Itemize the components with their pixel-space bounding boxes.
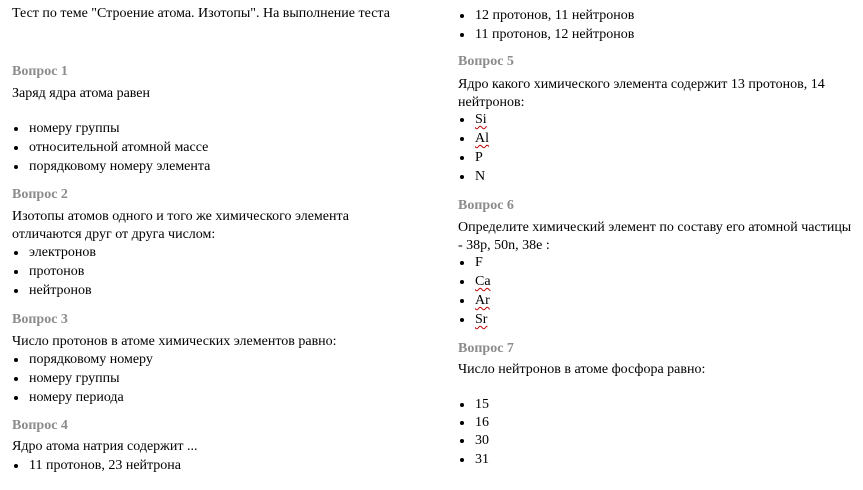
question-5-option-1[interactable]: Si — [458, 111, 487, 129]
question-7-option-1[interactable]: 15 — [458, 396, 489, 414]
question-6-title: Вопрос 6 — [458, 198, 514, 213]
question-1-text: Заряд ядра атома равен — [12, 86, 151, 101]
question-7-title: Вопрос 7 — [458, 341, 514, 356]
question-4-option-2[interactable]: 12 протонов, 11 нейтронов — [458, 7, 634, 25]
question-5-option-4[interactable]: N — [458, 168, 485, 186]
question-7-option-3[interactable]: 30 — [458, 432, 489, 450]
question-7-option-4[interactable]: 31 — [458, 451, 489, 469]
question-3-option-2[interactable]: номеру группы — [12, 370, 120, 388]
question-6-option-4[interactable]: Sr — [458, 311, 487, 329]
question-2-title: Вопрос 2 — [12, 187, 68, 202]
document-title: Тест по теме "Строение атома. Изотопы". На выполнение теста — [12, 6, 390, 21]
question-1-option-3[interactable]: порядковому номеру элемента — [12, 158, 210, 176]
question-5-title: Вопрос 5 — [458, 54, 514, 69]
question-3-text: Число протонов в атоме химических элементов равно: — [12, 334, 337, 349]
question-2-text: Изотопы атомов одного и того же химического элемента отличаются друг от друга числом: — [12, 209, 349, 242]
question-4-option-3[interactable]: 11 протонов, 12 нейтронов — [458, 26, 634, 44]
question-6-option-2[interactable]: Ca — [458, 273, 491, 291]
question-1-option-2[interactable]: относительной атомной массе — [12, 139, 208, 157]
question-6-text: Определите химический элемент по составу его атомной частицы - 38p, 50n, 38e : — [458, 220, 852, 253]
question-4-text: Ядро атома натрия содержит ... — [12, 439, 198, 454]
question-2-option-1[interactable]: электронов — [12, 244, 96, 262]
question-5-option-2[interactable]: Al — [458, 130, 489, 148]
question-3-title: Вопрос 3 — [12, 312, 68, 327]
question-5-text: Ядро какого химического элемента содержит 13 протонов, 14 нейтронов: — [458, 77, 825, 110]
question-3-option-1[interactable]: порядковому номеру — [12, 351, 153, 369]
question-4-option-1[interactable]: 11 протонов, 23 нейтрона — [12, 457, 181, 475]
question-1-title: Вопрос 1 — [12, 64, 68, 79]
question-3-option-3[interactable]: номеру периода — [12, 389, 124, 407]
question-6-option-3[interactable]: Ar — [458, 292, 490, 310]
question-2-option-3[interactable]: нейтронов — [12, 282, 92, 300]
question-7-text: Число нейтронов в атоме фосфора равно: — [458, 362, 706, 377]
question-2-option-2[interactable]: протонов — [12, 263, 84, 281]
question-1-option-1[interactable]: номеру группы — [12, 120, 120, 138]
question-4-title: Вопрос 4 — [12, 418, 68, 433]
question-5-option-3[interactable]: P — [458, 149, 483, 167]
question-6-option-1[interactable]: F — [458, 254, 483, 272]
question-7-option-2[interactable]: 16 — [458, 414, 489, 432]
